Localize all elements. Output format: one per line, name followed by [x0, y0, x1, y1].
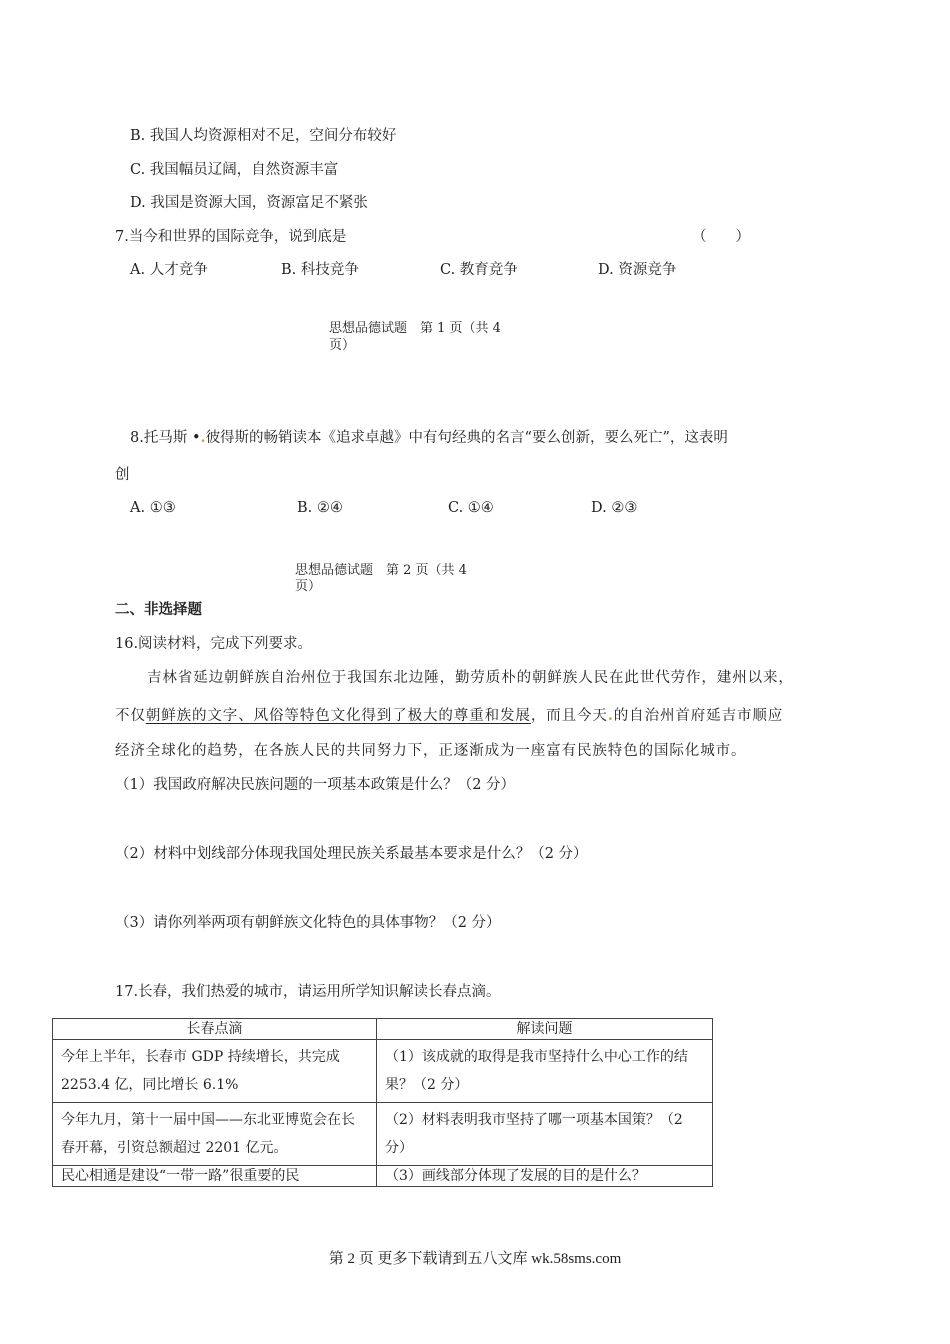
- page-footer-1-line2: 页）: [329, 338, 356, 353]
- table-row: [53, 1040, 713, 1103]
- q16-sub-question-3: （3）请你列举两项有朝鲜族文化特色的具体事物？（2 分）: [115, 915, 501, 931]
- q6-option-d: D. 我国是资源大国，资源富足不紧张: [130, 195, 368, 211]
- table-row: [53, 1103, 713, 1166]
- q16-sub-question-2: （2）材料中划线部分体现我国处理民族关系最基本要求是什么？（2 分）: [115, 846, 588, 862]
- q6-option-c: C. 我国幅员辽阔，自然资源丰富: [130, 162, 339, 178]
- q7-stem: 7.当今和世界的国际竞争，说到底是: [115, 229, 347, 245]
- page-footer: 第 2 页 更多下载请到五八文库 wk.58sms.com: [328, 1251, 622, 1267]
- table-cell-question: （3）画线部分体现了发展的目的是什么？: [377, 1166, 713, 1187]
- edit-mark-icon: .: [200, 429, 206, 446]
- q7-answer-paren: （ ）: [692, 229, 750, 245]
- q8-option-a: A. ①③: [130, 500, 176, 516]
- q6-option-b: B. 我国人均资源相对不足，空间分布较好: [130, 128, 397, 144]
- page-footer-2-line1: 思想品德试题 第 2 页（共 4: [295, 563, 467, 578]
- q16-sub-question-1: （1）我国政府解决民族问题的一项基本政策是什么？（2 分）: [115, 777, 516, 793]
- table-cell-material: 民心相通是建设“一带一路”很重要的民: [53, 1166, 377, 1187]
- section-2-title: 二、非选择题: [115, 602, 202, 618]
- q16-line2-pre: 不仅: [115, 708, 146, 724]
- q17-stem: 17.长春，我们热爱的城市，请运用所学知识解读长春点滴。: [115, 984, 501, 1000]
- q8-option-b: B. ②④: [297, 500, 343, 516]
- q7-option-b: B. 科技竞争: [281, 262, 359, 278]
- q8-stem-continued: 创: [115, 467, 130, 483]
- q16-line2-post2: 的自治州首府延吉市顺应: [613, 708, 784, 724]
- q8-stem-line: [130, 428, 728, 448]
- q16-line2-post1: ，而且今天: [530, 708, 608, 724]
- table-cell-question: （1）该成就的取得是我市坚持什么中心工作的结果？（2 分）: [377, 1040, 713, 1103]
- q16-stem: 16.阅读材料，完成下列要求。: [115, 636, 313, 652]
- q8-option-d: D. ②③: [591, 500, 638, 516]
- q16-material-line-3: 经济全球化的趋势，在各族人民的共同努力下，正逐渐成为一座富有民族特色的国际化城市。: [115, 743, 747, 759]
- q16-underlined-text: 朝鲜族的文字、风俗等特色文化得到了极大的尊重和发展: [145, 708, 531, 724]
- table-cell-question: （2）材料表明我市坚持了哪一项基本国策？（2 分）: [377, 1103, 713, 1166]
- q8-stem-pre: 8.托马斯 •: [130, 430, 201, 446]
- page-footer-1-line1: 思想品德试题 第 1 页（共 4: [329, 321, 501, 336]
- page-footer-2-line2: 页）: [295, 579, 322, 594]
- q16-material-line-2: [115, 706, 783, 726]
- table-header-left: 长春点滴: [53, 1019, 377, 1040]
- table-row: [53, 1166, 713, 1187]
- table-cell-material: 今年上半年，长春市 GDP 持续增长，共完成 2253.4 亿，同比增长 6.1%: [53, 1040, 377, 1103]
- table-header-right: 解读问题: [377, 1019, 713, 1040]
- q7-option-a: A. 人才竞争: [130, 262, 208, 278]
- q7-option-c: C. 教育竞争: [440, 262, 518, 278]
- table-header-row: [53, 1019, 713, 1040]
- q7-option-d: D. 资源竞争: [598, 262, 677, 278]
- table-cell-material: 今年九月，第十一届中国——东北亚博览会在长春开幕，引资总额超过 2201 亿元。: [53, 1103, 377, 1166]
- q16-material-line-1: 吉林省延边朝鲜族自治州位于我国东北边陲，勤劳质朴的朝鲜族人民在此世代劳作，建州以来，: [147, 670, 794, 686]
- q8-stem-post: 彼得斯的畅销读本《追求卓越》中有句经典的名言“要么创新，要么死亡”，这表明: [205, 430, 728, 446]
- edit-mark-icon-2: .: [607, 707, 614, 724]
- q17-table: [52, 1018, 713, 1187]
- q8-option-c: C. ①④: [448, 500, 494, 516]
